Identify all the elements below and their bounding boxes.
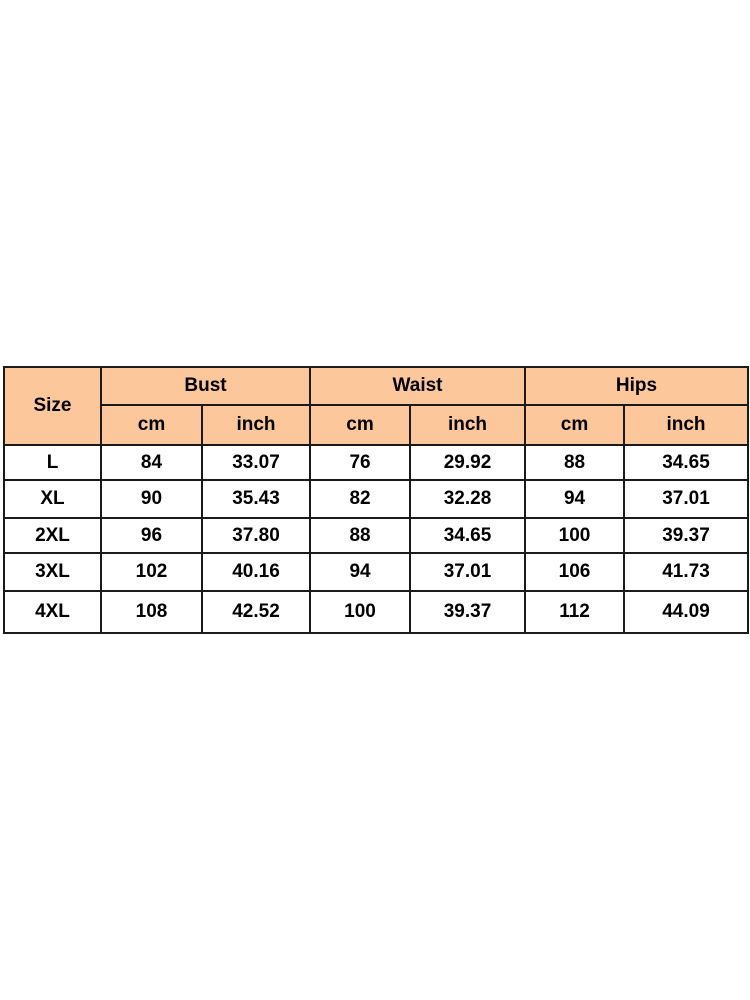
header-group-hips: Hips <box>525 367 748 405</box>
table-row <box>4 445 748 480</box>
value-cell: 90 <box>101 480 202 518</box>
value-cell: 96 <box>101 518 202 553</box>
header-unit-bust-cm: cm <box>101 405 202 445</box>
value-cell: 39.37 <box>410 591 525 633</box>
value-cell: 112 <box>525 591 624 633</box>
value-cell: 88 <box>525 445 624 480</box>
size-chart-table <box>3 366 749 634</box>
value-cell: 102 <box>101 553 202 591</box>
size-cell: 2XL <box>4 518 101 553</box>
header-unit-waist-inch: inch <box>410 405 525 445</box>
value-cell: 37.80 <box>202 518 310 553</box>
value-cell: 94 <box>310 553 410 591</box>
value-cell: 100 <box>525 518 624 553</box>
table-row <box>4 480 748 518</box>
value-cell: 41.73 <box>624 553 748 591</box>
header-unit-hips-cm: cm <box>525 405 624 445</box>
header-unit-waist-cm: cm <box>310 405 410 445</box>
value-cell: 76 <box>310 445 410 480</box>
size-cell: XL <box>4 480 101 518</box>
header-unit-bust-inch: inch <box>202 405 310 445</box>
value-cell: 35.43 <box>202 480 310 518</box>
value-cell: 39.37 <box>624 518 748 553</box>
value-cell: 37.01 <box>624 480 748 518</box>
value-cell: 94 <box>525 480 624 518</box>
size-cell: L <box>4 445 101 480</box>
header-size: Size <box>4 367 101 445</box>
value-cell: 33.07 <box>202 445 310 480</box>
table-row <box>4 518 748 553</box>
value-cell: 82 <box>310 480 410 518</box>
value-cell: 29.92 <box>410 445 525 480</box>
value-cell: 108 <box>101 591 202 633</box>
value-cell: 100 <box>310 591 410 633</box>
header-group-bust: Bust <box>101 367 310 405</box>
table-row <box>4 553 748 591</box>
header-group-waist: Waist <box>310 367 525 405</box>
header-row-groups <box>4 367 748 405</box>
size-cell: 4XL <box>4 591 101 633</box>
size-cell: 3XL <box>4 553 101 591</box>
header-row-units <box>4 405 748 445</box>
value-cell: 88 <box>310 518 410 553</box>
value-cell: 34.65 <box>410 518 525 553</box>
value-cell: 42.52 <box>202 591 310 633</box>
value-cell: 44.09 <box>624 591 748 633</box>
value-cell: 106 <box>525 553 624 591</box>
value-cell: 40.16 <box>202 553 310 591</box>
value-cell: 84 <box>101 445 202 480</box>
header-unit-hips-inch: inch <box>624 405 748 445</box>
value-cell: 32.28 <box>410 480 525 518</box>
value-cell: 37.01 <box>410 553 525 591</box>
value-cell: 34.65 <box>624 445 748 480</box>
table-row <box>4 591 748 633</box>
